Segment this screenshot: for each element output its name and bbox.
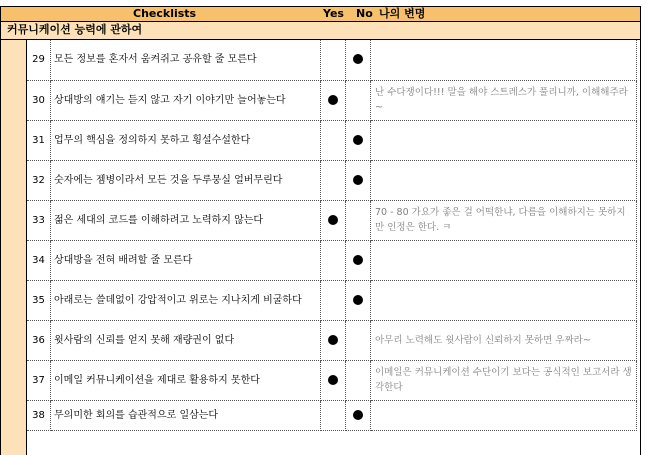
table-row: [27, 120, 637, 160]
header-checklists: Checklists: [133, 7, 197, 20]
row-number: 37: [27, 360, 51, 400]
yes-cell: [321, 360, 346, 400]
header-row: [0, 6, 641, 22]
row-text: 윗사람의 신뢰를 얻지 못해 재량권이 없다: [51, 320, 321, 360]
yes-dot-icon: [328, 335, 338, 345]
row-number: 32: [27, 160, 51, 200]
table-row: [27, 200, 637, 240]
no-cell: [346, 280, 371, 320]
no-cell: [346, 80, 371, 120]
left-gutter: [0, 40, 27, 455]
table-row: [27, 280, 637, 320]
yes-dot-icon: [328, 375, 338, 385]
yes-dot-icon: [328, 95, 338, 105]
row-comment: [371, 160, 637, 200]
no-cell: [346, 120, 371, 160]
row-text: 상대방의 얘기는 듣지 않고 자기 이야기만 늘어놓는다: [51, 80, 321, 120]
no-cell: [346, 200, 371, 240]
table-row: [27, 320, 637, 360]
table-row: [27, 360, 637, 400]
no-cell: [346, 400, 371, 430]
row-number: 30: [27, 80, 51, 120]
row-text: 이메일 커뮤니케이션을 제대로 활용하지 못한다: [51, 360, 321, 400]
no-dot-icon: [353, 295, 363, 305]
yes-cell: [321, 280, 346, 320]
table-row: [27, 80, 637, 120]
no-dot-icon: [353, 135, 363, 145]
no-cell: [346, 40, 371, 80]
row-comment: [371, 40, 637, 80]
table-row: [27, 240, 637, 280]
no-cell: [346, 320, 371, 360]
yes-cell: [321, 200, 346, 240]
no-dot-icon: [353, 54, 363, 64]
row-comment: 이메일은 커뮤니케이션 수단이기 보다는 공식적인 보고서라 생각한다: [371, 360, 637, 400]
row-number: 38: [27, 400, 51, 430]
row-comment: 난 수다쟁이다!!! 말을 해야 스트레스가 풀리니까, 이해해주라~: [371, 80, 637, 120]
header-yes: Yes: [323, 7, 344, 20]
no-dot-icon: [353, 255, 363, 265]
checklist-table: [27, 40, 637, 431]
yes-cell: [321, 80, 346, 120]
yes-cell: [321, 120, 346, 160]
row-comment: 아무리 노력해도 윗사람이 신뢰하지 못하면 우짜라~: [371, 320, 637, 360]
yes-cell: [321, 40, 346, 80]
right-border: [640, 40, 641, 455]
table-row: [27, 400, 637, 430]
table-row: [27, 40, 637, 80]
header-no: No: [356, 7, 373, 20]
yes-cell: [321, 400, 346, 430]
no-dot-icon: [353, 410, 363, 420]
row-number: 29: [27, 40, 51, 80]
row-text: 숫자에는 젬병이라서 모든 것을 두루뭉실 얼버무린다: [51, 160, 321, 200]
row-comment: [371, 240, 637, 280]
row-number: 35: [27, 280, 51, 320]
header-excuse: 나의 변명: [379, 7, 426, 20]
row-text: 모든 정보를 혼자서 움켜쥐고 공유할 줄 모른다: [51, 40, 321, 80]
yes-cell: [321, 160, 346, 200]
row-text: 상대방을 전혀 배려할 줄 모른다: [51, 240, 321, 280]
row-number: 34: [27, 240, 51, 280]
row-text: 젊은 세대의 코드를 이해하려고 노력하지 않는다: [51, 200, 321, 240]
row-text: 업무의 핵심을 정의하지 못하고 횡설수설한다: [51, 120, 321, 160]
table-row: [27, 160, 637, 200]
row-comment: [371, 120, 637, 160]
no-cell: [346, 240, 371, 280]
yes-dot-icon: [328, 215, 338, 225]
category-row: 커뮤니케이션 능력에 관하여: [0, 22, 641, 40]
no-cell: [346, 160, 371, 200]
row-comment: [371, 280, 637, 320]
no-dot-icon: [353, 175, 363, 185]
no-cell: [346, 360, 371, 400]
yes-cell: [321, 320, 346, 360]
row-comment: 70 - 80 가요가 좋은 걸 어떡한냐, 다름을 이해하지는 못하지만 인정은 한다. ㅋ: [371, 200, 637, 240]
row-text: 무의미한 회의를 습관적으로 일삼는다: [51, 400, 321, 430]
row-number: 36: [27, 320, 51, 360]
row-comment: [371, 400, 637, 430]
yes-cell: [321, 240, 346, 280]
row-number: 33: [27, 200, 51, 240]
row-number: 31: [27, 120, 51, 160]
row-text: 아래로는 쓸데없이 강압적이고 위로는 지나치게 비굴하다: [51, 280, 321, 320]
